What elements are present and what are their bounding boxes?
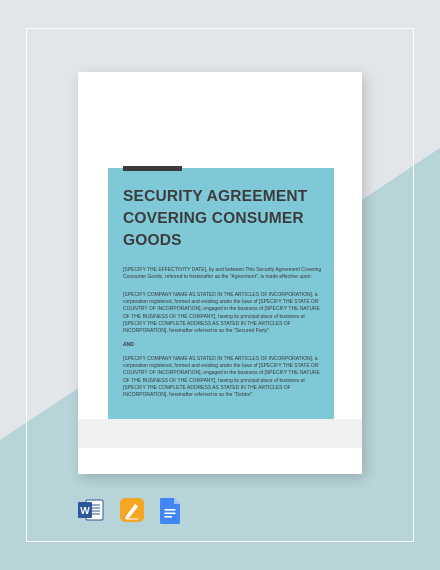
document-preview[interactable] [78,72,362,474]
paragraph-debtor: [SPECIFY COMPANY NAME AS STATED IN THE ARTICLES OF INCORPORATION], a corporation registered, formed and existing under the laws of [SPECIFY THE STATE OR COUNTRY OF INCORPORATION], engaged in the business of [SPECIFY THE NATURE OF THE BUSINESS OF THE COMPANY], having its principal place of business at [SPECIFY THE COMPLETE ADDRESS AS STATED IN THE ARTICLES OF INCORPORATION], hereinafter referred to as the "Debtor". [123,356,321,399]
pages-icon[interactable] [120,498,144,522]
accent-bar [123,166,182,171]
title-block [108,168,334,419]
word-icon[interactable] [78,498,102,522]
google-docs-icon[interactable] [160,498,184,522]
format-icons [78,498,198,522]
paragraph-secured-party: [SPECIFY COMPANY NAME AS STATED IN THE ARTICLES OF INCORPORATION], a corporation registered, formed and existing under the laws of [SPECIFY THE STATE OR COUNTRY OF INCORPORATION], engaged in the business of [SPECIFY THE NATURE OF THE BUSINESS OF THE COMPANY], having its principal place of business at [SPECIFY THE COMPLETE ADDRESS AS STATED IN THE ARTICLES OF INCORPORATION], hereinafter referred to as the "Secured Party". [123,292,321,335]
paragraph-intro: [SPECIFY THE EFFECTIVITY DATE], by and between This Security Agreement Covering Consumer Goods, referred to hereinafter as the "Agreement", is made effective upon: [123,267,322,281]
paragraph-and: AND [123,342,134,348]
svg-text:W: W [80,506,90,517]
document-title: SECURITY AGREEMENT COVERING CONSUMER GOODS [123,188,308,249]
document-footer-band [78,419,362,448]
